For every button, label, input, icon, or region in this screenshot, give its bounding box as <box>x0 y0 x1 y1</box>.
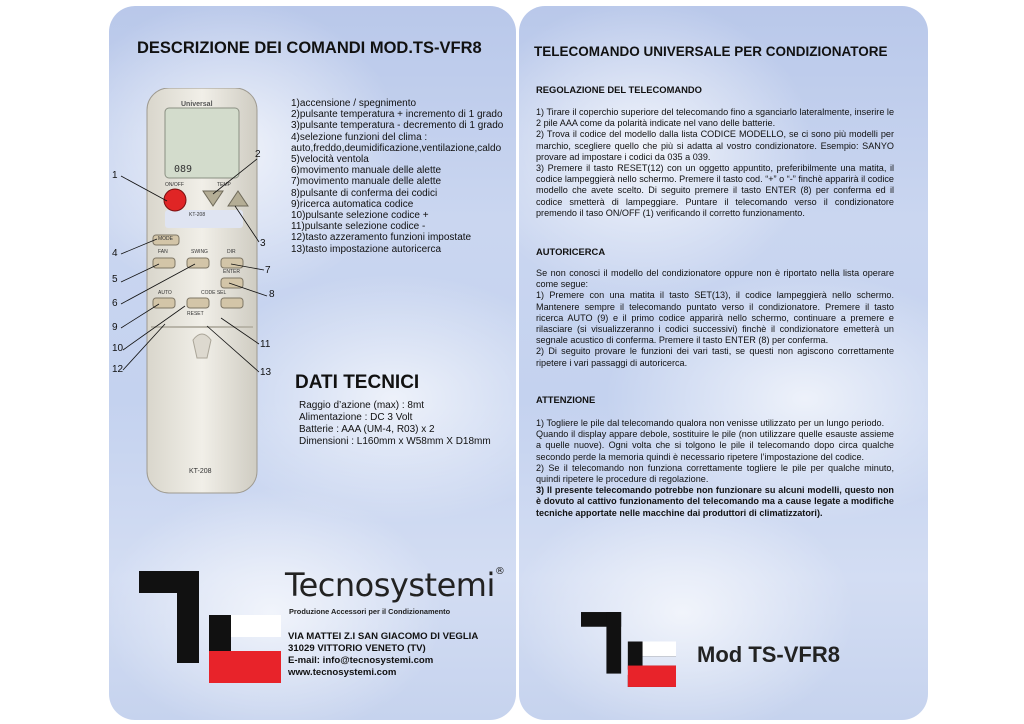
section-body <box>536 418 894 519</box>
remote-dir-label: DIR <box>227 249 236 255</box>
section-heading: ATTENZIONE <box>536 394 596 405</box>
remote-brand: Universal <box>181 101 213 108</box>
tech-title: DATI TECNICI <box>295 372 420 393</box>
address-line: www.tecnosystemi.com <box>288 667 397 678</box>
tech-specs <box>299 400 491 448</box>
command-item: 3)pulsante temperatura - decremento di 1 grado <box>291 120 504 132</box>
paragraph: 1) Premere con una matita il tasto SET(13), il codice lampeggierà nello schermo. Mantenere sempre il telecomando puntato verso il condizionatore. Premere il tasto ricerca AUTO (9) e il primo codice apparirà nello schermo, continuare a premere e rilasciare (si visualizzeranno i codici successivi) finchè il condizionatore emetterà un segnale acustico di conferma. Premere il tasto ENTER (8) per conferma. <box>536 290 894 346</box>
command-item: 10)pulsante selezione codice + <box>291 210 429 222</box>
command-item: 9)ricerca automatica codice <box>291 198 414 210</box>
paragraph: 1) Togliere le pile dal telecomando qualora non venisse utilizzato per un lungo periodo. <box>536 418 885 428</box>
remote-auto-label: AUTO <box>158 290 172 296</box>
tech-line: Dimensioni : L160mm x W58mm X D18mm <box>299 436 491 447</box>
section-heading: REGOLAZIONE DEL TELECOMANDO <box>536 84 702 95</box>
callout-8: 8 <box>269 289 275 300</box>
command-item: 8)pulsante di conferma dei codici <box>291 187 438 199</box>
model-label: Mod TS-VFR8 <box>697 642 840 667</box>
paragraph: Quando il display appare debole, sostituire le pile (non utilizzare quelle esauste assieme a quelle nuove). Ogni volta che si tolgono le pile il telecomando dopo circa qualche secondo perde la memoria quindi è necessario ripetere l’impostazione del codice. <box>536 429 894 462</box>
section-body <box>536 268 894 369</box>
callout-5: 5 <box>112 274 118 285</box>
remote-mode-label: MODE <box>158 236 173 242</box>
callout-4: 4 <box>112 248 118 259</box>
paragraph: Se non conosci il modello del condizionatore oppure non è riportato nella lista operare come segue: <box>536 268 894 290</box>
callout-7: 7 <box>265 265 271 276</box>
section-body <box>536 107 894 219</box>
right-title: TELECOMANDO UNIVERSALE PER CONDIZIONATORE <box>534 44 888 59</box>
company-tagline: Produzione Accessori per il Condizionamento <box>289 607 451 616</box>
callout-1: 1 <box>112 170 118 181</box>
command-item: 1)accensione / spegnimento <box>291 98 417 109</box>
tech-line: Batterie : AAA (UM-4, R03) x 2 <box>299 424 435 435</box>
paragraph: 2) Di seguito provare le funzioni dei vari tasti, se questi non agiscono correttamente ripetere i vari passaggi di autoricerca. <box>536 346 894 368</box>
registered-mark: ® <box>494 566 505 577</box>
tech-line: Raggio d’azione (max) : 8mt <box>299 400 425 411</box>
paragraph-bold: 3) Il presente telecomando potrebbe non funzionare su alcuni modelli, questo non è dovuto al cattivo funzionamento del telecomando ma a cause legate a modifiche tecniche apportate nelle macchine dai produttori di climatizzatori). <box>536 485 894 518</box>
callout-13: 13 <box>260 367 272 378</box>
section-heading: AUTORICERCA <box>536 246 606 257</box>
paragraph: 2) Se il telecomando non funziona correttamente togliere le pile per qualche minuto, quindi ripetere le procedure di regolazione. <box>536 462 894 485</box>
callout-6: 6 <box>112 298 118 309</box>
paragraph: 1) Tirare il coperchio superiore del telecomando fino a sganciarlo lateralmente, inserire le 2 pile AAA come da polarità indicate nel vano delle batterie. <box>536 107 894 129</box>
command-item: 12)tasto azzeramento funzioni impostate <box>291 232 472 244</box>
paragraph: 3) Premere il tasto RESET(12) con un oggetto appuntito, preferibilmente una matita, il codice lampeggierà nello schermo. Premere il tasto cod. “+” o “-” finchè apparirà il codice modello che avete scelto. Di seguito premere il tasto ENTER (8) per conferma ed il codice smetterà di lampeggiare. Puntare il telecomando verso il condizionatore premendo il taso ON/OFF (1) verificando il corretto funzionamento. <box>536 163 894 218</box>
callout-12: 12 <box>112 364 124 375</box>
remote-onoff-label: ON/OFF <box>165 182 184 188</box>
remote-temp-label: TEMP <box>217 182 231 188</box>
company-name <box>285 566 504 604</box>
commands-list <box>291 98 503 255</box>
paragraph: 2) Trova il codice del modello dalla lista CODICE MODELLO, se ci sono più modelli per marchio, scegliere quello che più si adatta al vostro condizionatore. Esempio: SANYO provare ad impostare i codici da 035 a 039. <box>536 129 894 162</box>
remote-reset-label: RESET <box>187 311 204 317</box>
remote-bottom-model-label: KT-208 <box>189 468 212 475</box>
company-address <box>288 631 478 679</box>
command-item: 2)pulsante temperatura + incremento di 1 grado <box>291 109 503 121</box>
callout-9: 9 <box>112 322 118 333</box>
remote-fan-label: FAN <box>158 249 168 255</box>
left-title: DESCRIZIONE DEI COMANDI MOD.TS-VFR8 <box>137 39 482 57</box>
left-panel <box>109 6 516 720</box>
callout-10: 10 <box>112 343 124 354</box>
command-item: 13)tasto impostazione autoricerca <box>291 243 442 255</box>
company-wordmark: Tecnosystemi <box>285 566 495 604</box>
remote-codesel-label: CODE SEL <box>201 290 227 296</box>
remote-model-label: KT-208 <box>189 212 206 218</box>
callout-3: 3 <box>260 238 266 249</box>
address-line: 31029 VITTORIO VENETO (TV) <box>288 643 426 654</box>
command-item: 6)movimento manuale delle alette <box>291 165 442 177</box>
callout-2: 2 <box>255 149 261 160</box>
address-line: E-mail: info@tecnosystemi.com <box>288 655 434 666</box>
command-item: 7)movimento manuale delle alette <box>291 176 442 188</box>
right-panel <box>519 6 928 720</box>
remote-enter-label: ENTER <box>223 269 240 275</box>
remote-display-digits: 089 <box>174 164 193 175</box>
command-item: 11)pulsante selezione codice - <box>291 221 426 233</box>
command-item: 5)velocità ventola <box>291 154 369 166</box>
command-item: auto,freddo,deumidificazione,ventilazione,caldo <box>291 142 502 154</box>
address-line: VIA MATTEI Z.I SAN GIACOMO DI VEGLIA <box>288 631 479 642</box>
command-item: 4)selezione funzioni del clima : <box>291 131 428 143</box>
callout-11: 11 <box>260 339 271 350</box>
tech-line: Alimentazione : DC 3 Volt <box>299 412 413 423</box>
ts-logo-icon <box>139 571 281 683</box>
ts-logo-small-icon <box>581 612 676 687</box>
remote-swing-label: SWING <box>191 249 208 255</box>
